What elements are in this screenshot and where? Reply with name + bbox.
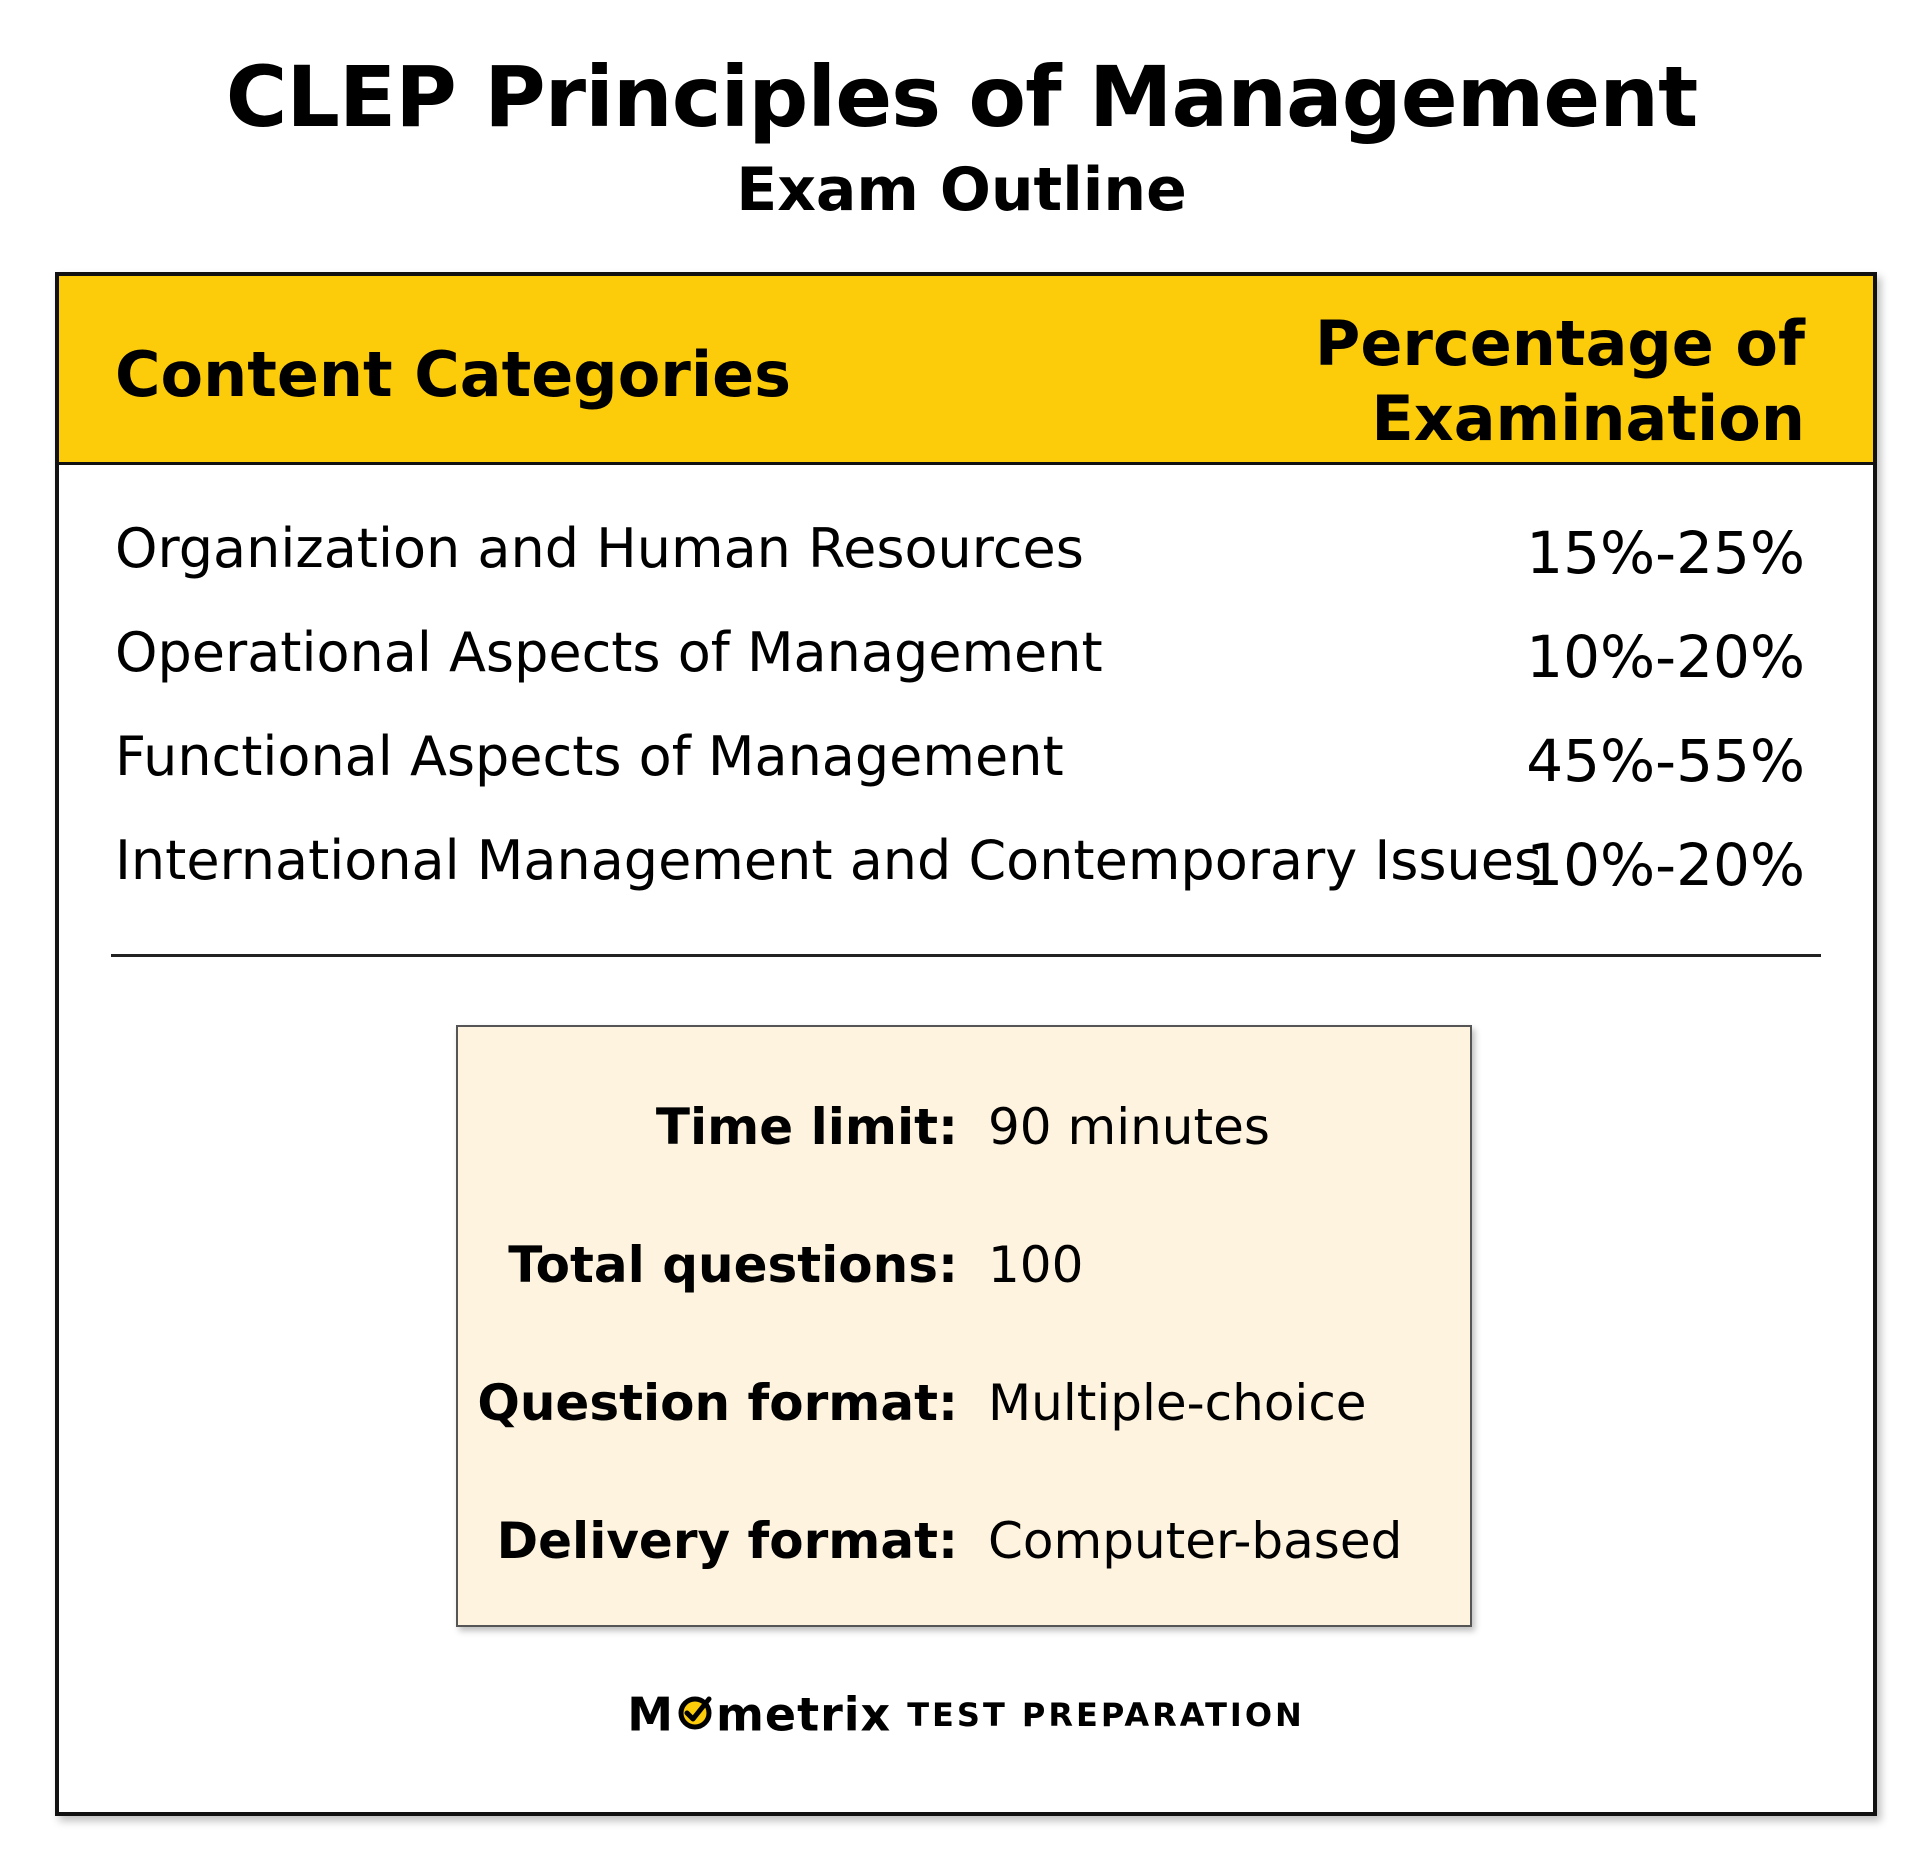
info-value: Multiple-choice <box>988 1374 1367 1432</box>
category-percentage: 10%-20% <box>1526 831 1805 899</box>
category-row <box>115 816 1805 920</box>
section-divider <box>111 954 1821 957</box>
brand-name-suffix: metrix <box>715 1687 892 1742</box>
page-subtitle: Exam Outline <box>736 155 1187 225</box>
info-row-total-questions <box>458 1225 1470 1305</box>
header-content-categories: Content Categories <box>115 338 792 411</box>
info-value: Computer-based <box>988 1512 1403 1570</box>
category-percentage: 45%-55% <box>1526 727 1805 795</box>
info-label: Question format: <box>477 1374 958 1432</box>
category-name: Operational Aspects of Management <box>115 621 1103 684</box>
info-row-delivery-format <box>458 1501 1470 1581</box>
category-row <box>115 608 1805 712</box>
brand-name-prefix: M <box>627 1687 674 1742</box>
brand-tagline: TEST PREPARATION <box>907 1695 1305 1734</box>
page-title: CLEP Principles of Management <box>225 48 1698 146</box>
checkmark-o-icon <box>676 1693 714 1731</box>
info-value: 100 <box>988 1236 1084 1294</box>
category-name: Functional Aspects of Management <box>115 725 1064 788</box>
header-percentage-line2: Examination <box>1371 382 1805 455</box>
info-label: Total questions: <box>508 1236 958 1294</box>
category-row <box>115 504 1805 608</box>
table-header <box>59 276 1873 465</box>
exam-outline-panel <box>55 272 1877 1816</box>
category-percentage: 10%-20% <box>1526 623 1805 691</box>
brand-logo <box>59 1684 1873 1745</box>
category-row <box>115 712 1805 816</box>
category-percentage: 15%-25% <box>1526 519 1805 587</box>
category-list <box>115 504 1805 920</box>
info-row-time-limit <box>458 1087 1470 1167</box>
info-value: 90 minutes <box>988 1098 1270 1156</box>
header-percentage-line1: Percentage of <box>1314 307 1805 380</box>
info-label: Delivery format: <box>496 1512 958 1570</box>
header-percentage-of-examination <box>1285 306 1805 456</box>
info-label: Time limit: <box>655 1098 958 1156</box>
category-name: Organization and Human Resources <box>115 517 1084 580</box>
exam-info-box <box>456 1025 1472 1627</box>
info-row-question-format <box>458 1363 1470 1443</box>
category-name: International Management and Contemporary Issues <box>115 829 1543 892</box>
